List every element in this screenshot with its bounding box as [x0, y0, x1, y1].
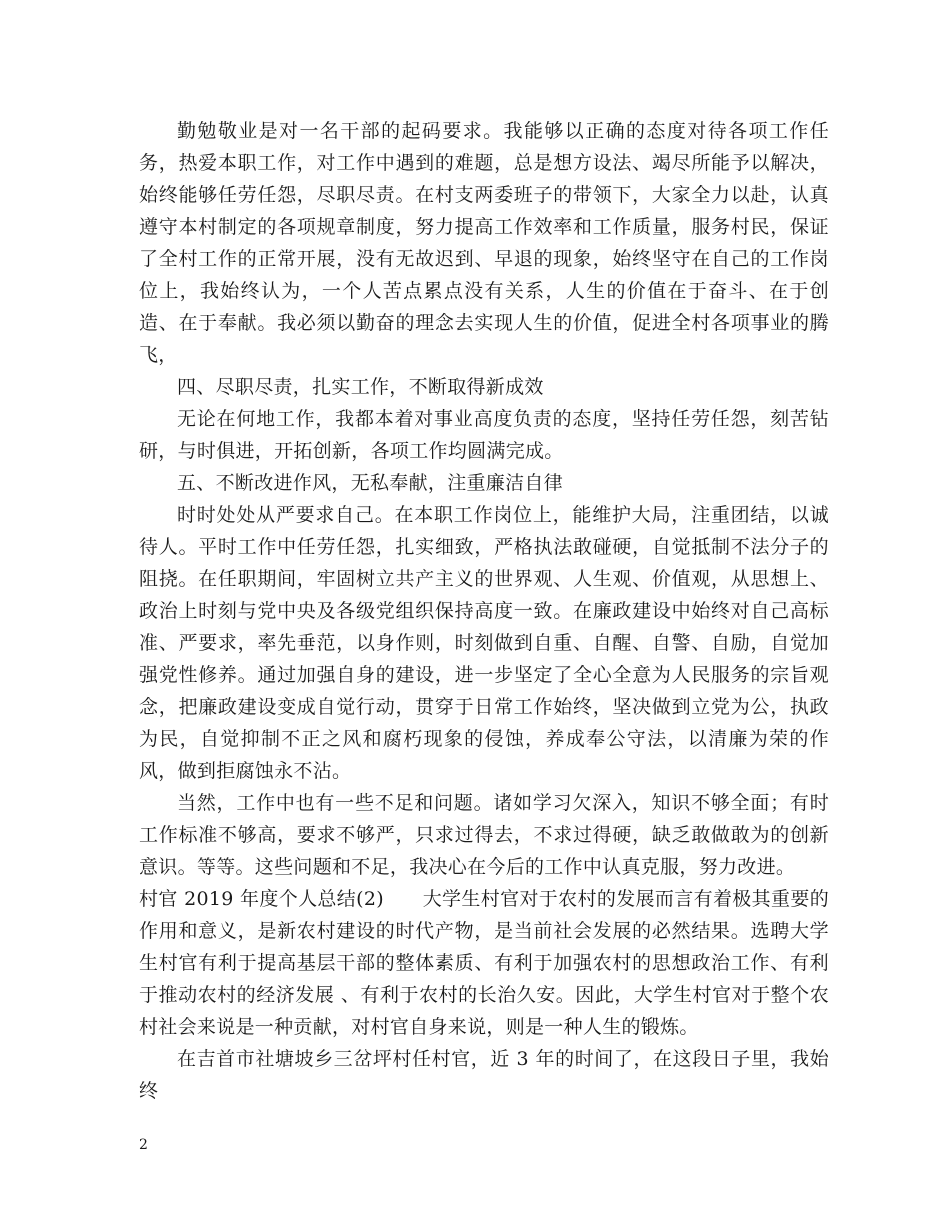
- section-heading-five: 五、不断改进作风，无私奉献，注重廉洁自律: [177, 472, 564, 494]
- paragraph-responsibility: 无论在何地工作，我都本着对事业高度负责的态度，坚持任劳任怨，刻苦钻研，与时俱进，开拓创新，各项工作均圆满完成。: [139, 408, 829, 462]
- paragraph-integrity: 时时处处从严要求自己。在本职工作岗位上，能维护大局，注重团结，以诚待人。平时工作中任劳任怨，扎实细致，严格执法敢碰硬，自觉抵制不法分子的阻挠。在任职期间，牢固树立共产主义的世界观、人生观、价值观，从思想上、政治上时刻与党中央及各级党组织保持高度一致。在廉政建设中始终对自己高标准、严要求，率先垂范，以身作则，时刻做到自重、自醒、自警、自励，自觉加强党性修养。通过加强自身的建设，进一步坚定了全心全意为人民服务的宗旨观念，把廉政建设变成自觉行动，贯穿于日常工作始终，坚决做到立党为公，执政为民，自觉抑制不正之风和腐朽现象的侵蚀，养成奉公守法，以清廉为荣的作风，做到拒腐蚀永不沾。: [139, 504, 829, 782]
- paragraph-diligence: 勤勉敬业是对一名干部的起码要求。我能够以正确的态度对待各项工作任务，热爱本职工作，对工作中遇到的难题，总是想方设法、竭尽所能予以解决，始终能够任劳任怨，尽职尽责。在村支两委班子的带领下，大家全力以赴，认真遵守本村制定的各项规章制度，努力提高工作效率和工作质量，服务村民，保证了全村工作的正常开展，没有无故迟到、早退的现象，始终坚守在自己的工作岗位上，我始终认为，一个人苦点累点没有关系，人生的价值在于奋斗、在于创造、在于奉献。我必须以勤奋的理念去实现人生的价值，促进全村各项事业的腾飞，: [139, 120, 829, 366]
- paragraph-village-post: 在吉首市社塘坡乡三岔坪村任村官，近 3 年的时间了，在这段日子里，我始终: [139, 1048, 829, 1102]
- paragraph-summary-two: 村官 2019 年度个人总结(2) 大学生村官对于农村的发展而言有着极其重要的作用和意义，是新农村建设的时代产物，是当前社会发展的必然结果。选聘大学生村官有利于提高基层干部的整体素质、有利于加强农村的思想政治工作、有利于推动农村的经济发展 、有利于农村的长治久安。因此，大学生村官对于整个农村社会来说是一种贡献，对村官自身来说，则是一种人生的锻炼。: [139, 888, 829, 1038]
- page-number: 2: [139, 1137, 148, 1153]
- document-body: [139, 115, 829, 1107]
- section-heading-four: 四、尽职尽责，扎实工作，不断取得新成效: [177, 376, 544, 398]
- paragraph-shortcomings: 当然，工作中也有一些不足和问题。诸如学习欠深入，知识不够全面；有时工作标准不够高，要求不够严，只求过得去，不求过得硬，缺乏敢做敢为的创新意识。等等。这些问题和不足，我决心在今后的工作中认真克服，努力改进。: [139, 792, 829, 878]
